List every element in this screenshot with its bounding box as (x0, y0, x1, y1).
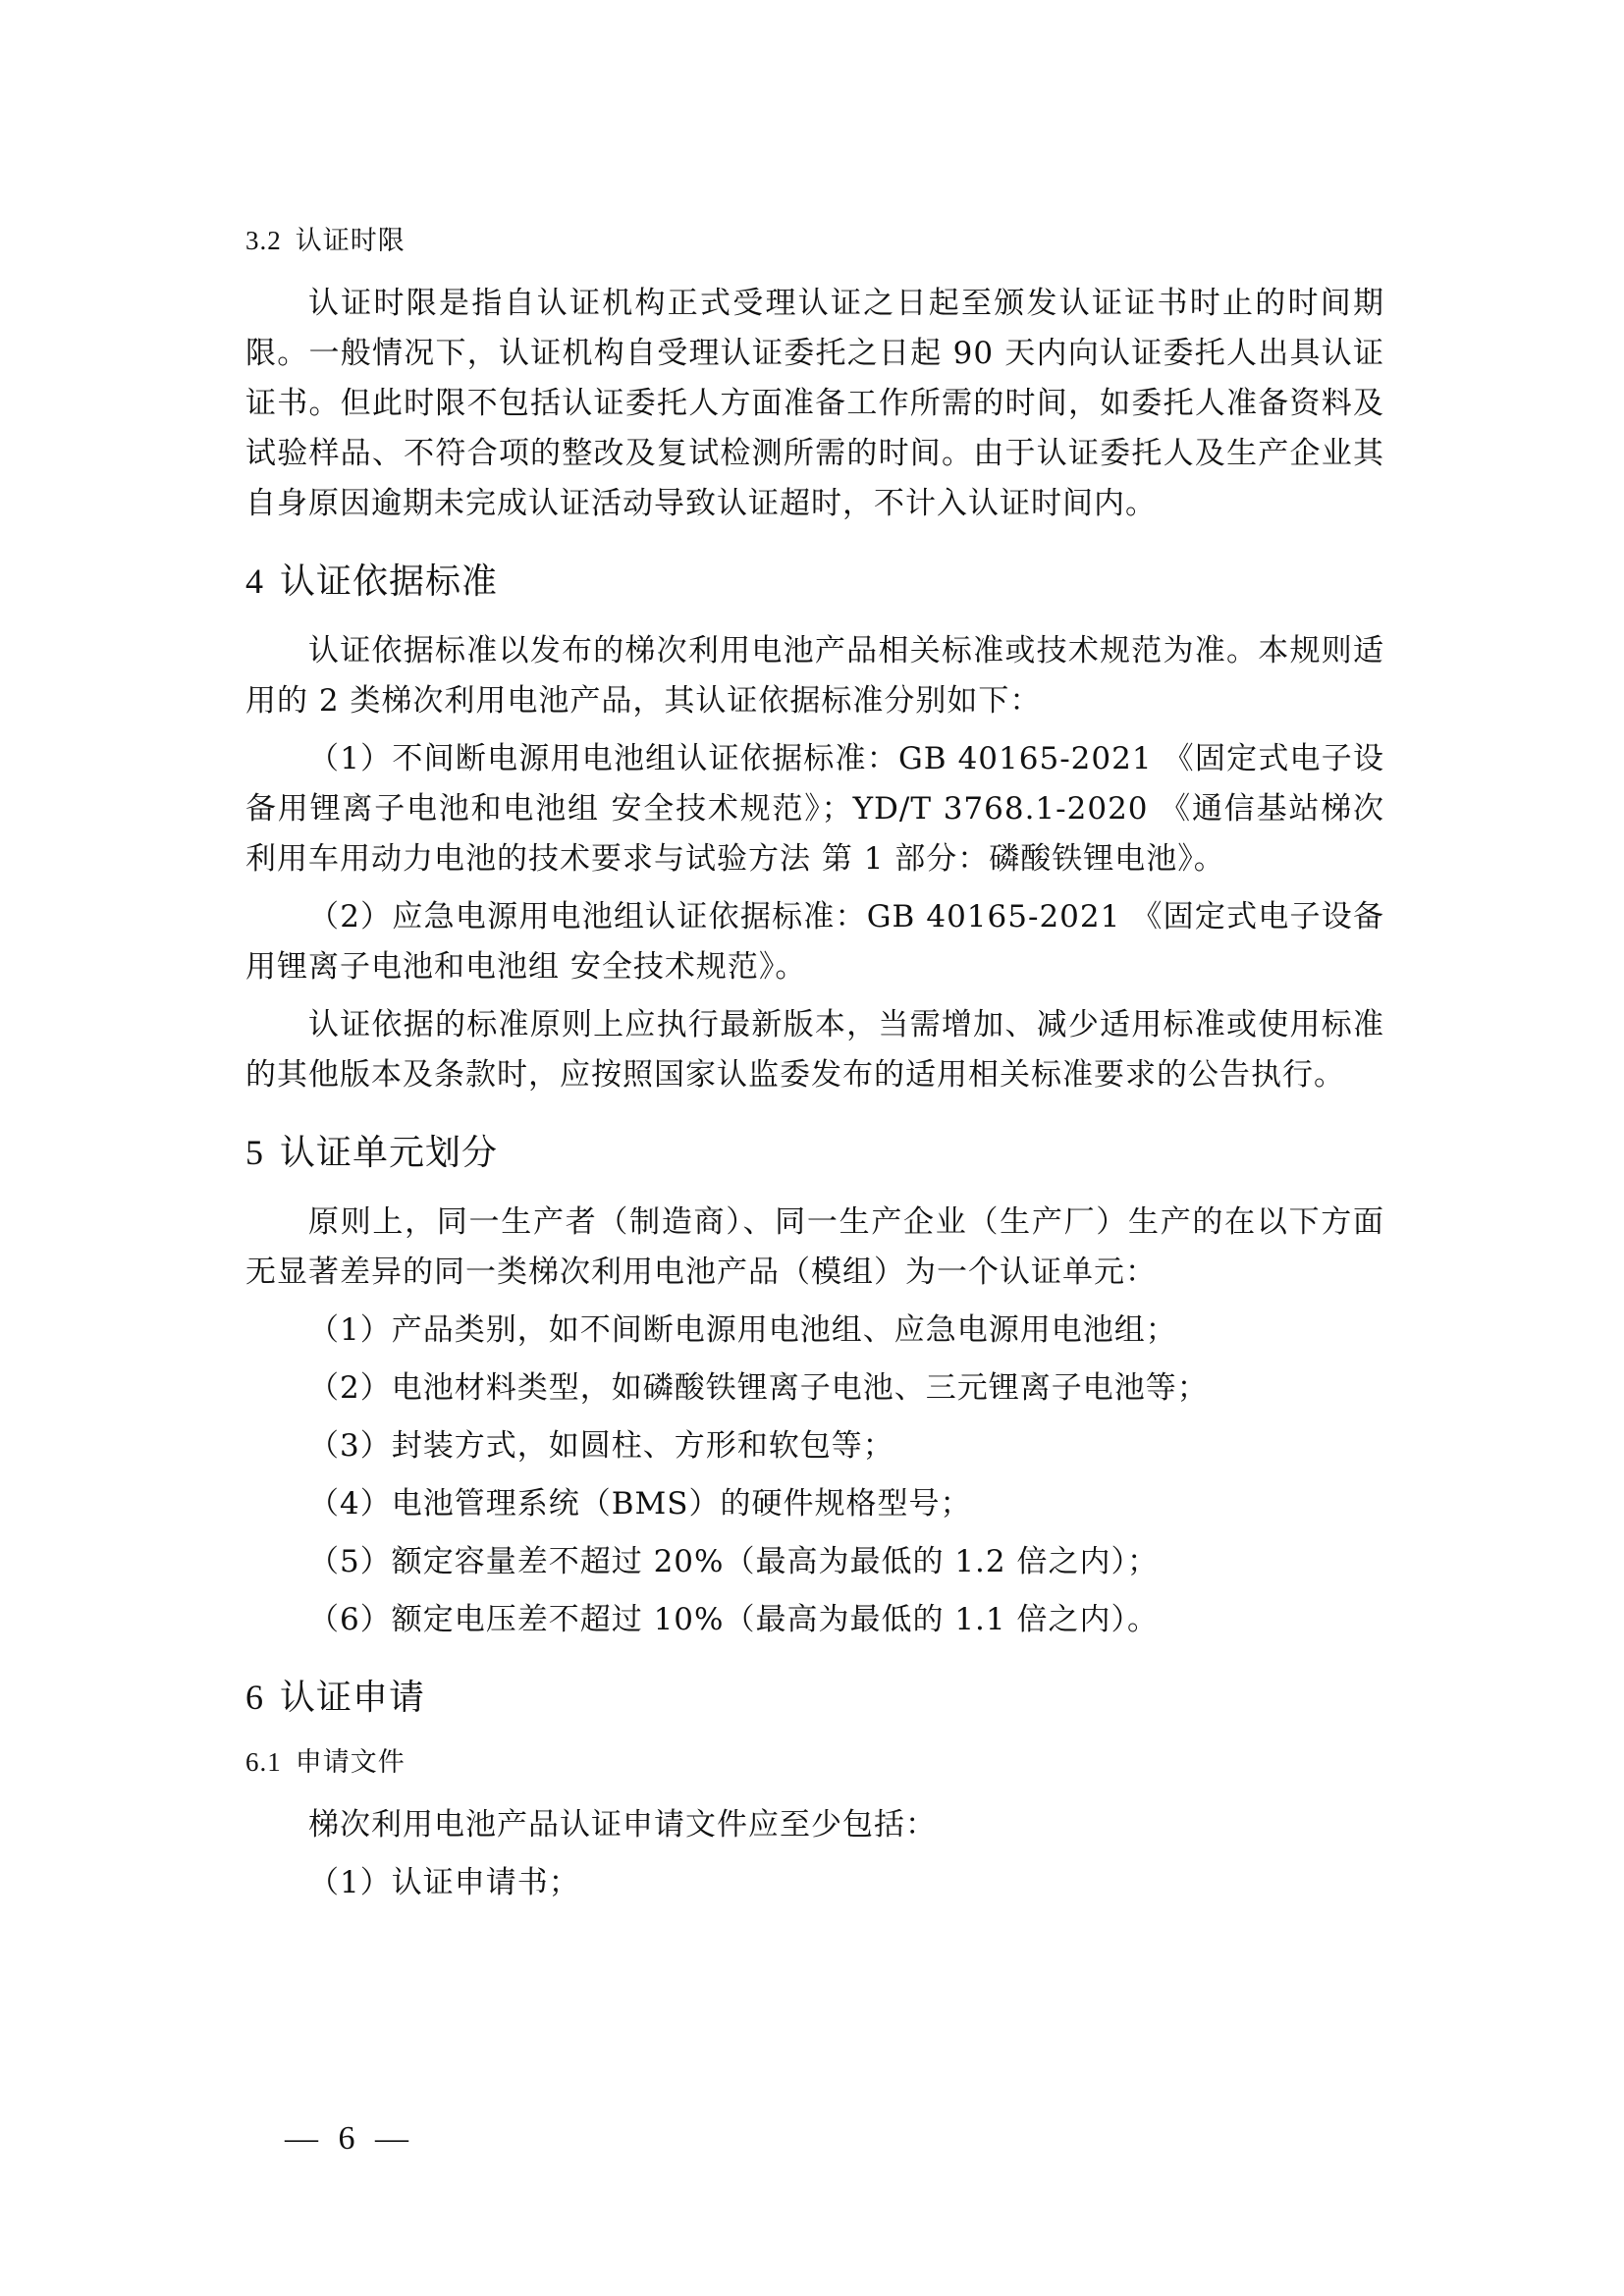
section-number: 4 (245, 561, 264, 601)
section-6-heading (245, 1673, 1384, 1723)
section-number: 6.1 (245, 1747, 282, 1777)
list-item: （3）封装方式，如圆柱、方形和软包等； (308, 1428, 894, 1464)
section-6-1-heading (245, 1742, 1384, 1783)
section-title: 认证申请 (280, 1678, 426, 1718)
section-title: 认证依据标准 (280, 561, 499, 602)
section-5-heading (245, 1128, 1384, 1178)
list-item: （5）额定容量差不超过 20%（最高为最低的 1.2 倍之内）； (308, 1544, 1159, 1579)
document-page (245, 221, 1384, 1916)
list-item: （1）产品类别，如不间断电源用电池组、应急电源用电池组； (308, 1312, 1177, 1348)
list-item: （4）电池管理系统（BMS）的硬件规格型号； (308, 1486, 972, 1522)
section-number: 3.2 (245, 226, 282, 255)
section-number: 6 (245, 1678, 264, 1717)
section-3-2-heading (245, 221, 1384, 261)
paragraph: 原则上，同一生产者（制造商）、同一生产企业（生产厂）生产的在以下方面无显著差异的同一类梯次利用电池产品（模组）为一个认证单元： (245, 1204, 1384, 1290)
list-item: （1）认证申请书； (308, 1865, 580, 1900)
list-item: （2）电池材料类型，如磷酸铁锂离子电池、三元锂离子电池等； (308, 1370, 1209, 1406)
paragraph: 认证时限是指自认证机构正式受理认证之日起至颁发认证证书时止的时间期限。一般情况下，认证机构自受理认证委托之日起 90 天内向认证委托人出具认证证书。但此时限不包括认证委托人方面准备工作所需的时间，如委托人准备资料及试验样品、不符合项的整改及复试检测所需的时间。由于认证委托人及生产企业其自身原因逾期未完成认证活动导致认证超时，不计入认证时间内。 (245, 286, 1384, 521)
paragraph: 认证依据标准以发布的梯次利用电池产品相关标准或技术规范为准。本规则适用的 2 类梯次利用电池产品，其认证依据标准分别如下： (245, 633, 1384, 719)
section-title: 申请文件 (295, 1747, 406, 1778)
paragraph: （2）应急电源用电池组认证依据标准：GB 40165-2021 《固定式电子设备用锂离子电池和电池组 安全技术规范》。 (245, 899, 1384, 985)
list-item: （6）额定电压差不超过 10%（最高为最低的 1.1 倍之内）。 (308, 1602, 1159, 1637)
page-number: — 6 — (285, 2120, 414, 2157)
paragraph: （1）不间断电源用电池组认证依据标准：GB 40165-2021 《固定式电子设备用锂离子电池和电池组 安全技术规范》；YD/T 3768.1-2020 《通信基站梯次利用车用动力电池的技术要求与试验方法 第 1 部分：磷酸铁锂电池》。 (245, 741, 1384, 877)
section-4-heading (245, 557, 1384, 607)
paragraph: 认证依据的标准原则上应执行最新版本，当需增加、减少适用标准或使用标准的其他版本及条款时，应按照国家认监委发布的适用相关标准要求的公告执行。 (245, 1007, 1384, 1093)
section-title: 认证单元划分 (280, 1133, 499, 1173)
paragraph: 梯次利用电池产品认证申请文件应至少包括： (308, 1807, 937, 1842)
section-number: 5 (245, 1133, 264, 1172)
section-title: 认证时限 (295, 226, 406, 256)
